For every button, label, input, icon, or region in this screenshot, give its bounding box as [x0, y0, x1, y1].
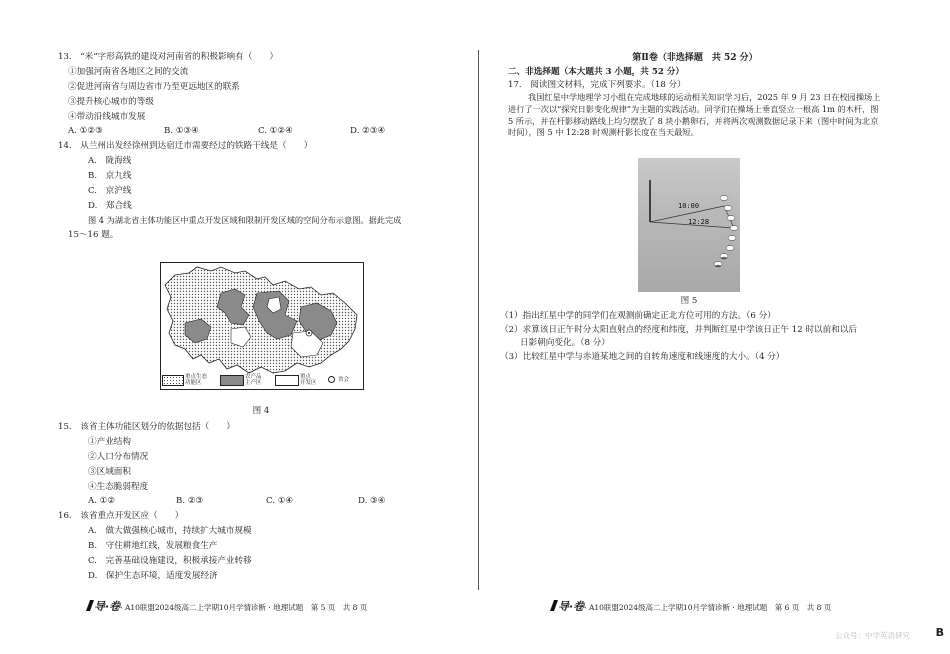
section-title: 第Ⅱ卷（非选择题 共 52 分） — [632, 53, 758, 63]
figure-5-caption: 图 5 — [680, 296, 698, 306]
right-footer-text: · A10联盟2024级高二上学期10月学情诊断 · 地理试题 第 6 页 共 8 页 — [584, 603, 832, 612]
q14-option-a: A. 陇海线 — [88, 156, 132, 166]
q14-option-c: C. 京沪线 — [88, 186, 132, 196]
right-footer — [552, 598, 831, 614]
q15-option-d: D. ③④ — [358, 496, 386, 506]
map-intro-line-2: 15～16 题。 — [68, 230, 119, 240]
q13-item-2: ②促进河南省与周边省市乃至更远地区的联系 — [68, 82, 240, 92]
map-legend — [160, 374, 362, 388]
pebble — [730, 226, 738, 231]
legend-label-development: 重点 开发区 — [300, 374, 317, 386]
watermark: 公众号：中学英语研究 — [835, 631, 910, 640]
q15-item-4: ④生态脆弱程度 — [88, 482, 149, 492]
q17-paragraph: 我国红星中学地理学习小组在完成地球的运动相关知识学习后，2025 年 9 月 23 日在校园操场上进行了一次以“探究日影变化规律”为主题的实践活动。同学们在操场上垂直竖立一根高 1m 的木杆，图 5 所示，并在杆影移动路线上均匀摆放了 8 块小鹅卵石，并将两次观测数据记录下来（图中时间为北京时间），图 5 中 12:28 时观测杆影长度在当天最短。 — [508, 92, 881, 138]
q13-item-4: ④带动沿线城市发展 — [68, 112, 146, 122]
q15-item-2: ②人口分布情况 — [88, 452, 149, 462]
pebble — [728, 236, 736, 241]
q15-option-b: B. ②③ — [176, 496, 204, 506]
q16-option-d: D. 保护生态环境，适度发展经济 — [88, 571, 218, 581]
section-subtitle: 二、非选择题（本大题共 3 小题，共 52 分） — [508, 67, 685, 77]
legend-swatch-ecological — [162, 375, 184, 386]
q13-option-b: B. ①③④ — [164, 126, 199, 136]
left-footer-text: · A10联盟2024级高二上学期10月学情诊断 · 地理试题 第 5 页 共 8 页 — [120, 603, 368, 612]
shadow-observation-photo — [638, 158, 740, 292]
hubei-map-figure — [160, 262, 364, 390]
pebble — [720, 196, 728, 201]
legend-label-agricultural: 农产品 主产区 — [245, 374, 262, 386]
time-label-1228: 12:28 — [688, 218, 710, 226]
pebble — [727, 216, 735, 221]
q17-sub-1: （1）指出红星中学的同学们在观测前确定正北方位可用的方法。（6 分） — [500, 311, 776, 321]
left-page — [58, 0, 468, 654]
pebble — [724, 206, 732, 211]
legend-label-ecological: 重点生态 功能区 — [185, 374, 208, 386]
time-label-1000: 10:00 — [678, 202, 700, 210]
corner-mark: B — [935, 626, 944, 639]
map-intro-line-1: 图 4 为湖北省主体功能区中重点开发区域和限制开发区域的空间分布示意图。据此完成 — [88, 215, 402, 225]
q14-option-b: B. 京九线 — [88, 171, 132, 181]
q17-stem: 17. 阅读图文材料，完成下列要求。（18 分） — [508, 80, 686, 90]
page-divider — [478, 50, 479, 590]
q16-option-c: C. 完善基础设施建设，积极承接产业转移 — [88, 556, 252, 566]
q16-stem: 16. 该省重点开发区应（ ） — [58, 511, 184, 521]
figure-4-caption: 图 4 — [252, 406, 270, 416]
legend-swatch-development — [275, 375, 299, 386]
q17-sub-2-line-1: （2）求算该日正午时分太阳直射点的经度和纬度，并判断红星中学该日正午 12 时以前和以后 — [500, 325, 858, 335]
q15-option-a: A. ①② — [88, 496, 116, 506]
q15-item-1: ①产业结构 — [88, 437, 131, 447]
q13-stem: 13. “米”字形高铁的建设对河南省的积极影响有（ ） — [58, 52, 279, 62]
q15-option-c: C. ①④ — [266, 496, 294, 506]
legend-swatch-agricultural — [220, 375, 244, 386]
brand-name: 导·卷 — [558, 600, 585, 613]
q13-item-3: ③提升核心城市的等级 — [68, 97, 154, 107]
q15-item-3: ③区域面积 — [88, 467, 131, 477]
q15-stem: 15. 该省主体功能区划分的依据包括（ ） — [58, 422, 235, 432]
q13-option-d: D. ②③④ — [350, 126, 386, 136]
q14-stem: 14. 从兰州出发经徐州到达宿迁市需要经过的铁路干线是（ ） — [58, 141, 313, 151]
brand-name: 导·卷 — [94, 600, 121, 613]
left-footer — [88, 598, 367, 614]
q16-option-a: A. 做大做强核心城市，持续扩大城市规模 — [88, 526, 252, 536]
q13-option-a: A. ①②③ — [68, 126, 103, 136]
hubei-map — [161, 263, 363, 389]
right-page — [500, 0, 890, 654]
q16-option-b: B. 守住耕地红线，发展粮食生产 — [88, 541, 218, 551]
brand-logo-icon — [86, 600, 94, 611]
legend-capital-icon — [328, 376, 335, 383]
pebble — [726, 246, 734, 251]
brand-logo-icon — [550, 600, 558, 611]
q17-sub-2-line-2: 日影朝向变化。（8 分） — [520, 338, 610, 348]
q14-option-d: D. 郑合线 — [88, 201, 132, 211]
q13-option-c: C. ①②④ — [258, 126, 293, 136]
q13-item-1: ①加强河南省各地区之间的交流 — [68, 67, 189, 77]
q17-sub-3: （3）比较红星中学与赤道某地之间的自转角速度和线速度的大小。（4 分） — [500, 352, 785, 362]
legend-label-capital: 省会 — [338, 377, 350, 383]
